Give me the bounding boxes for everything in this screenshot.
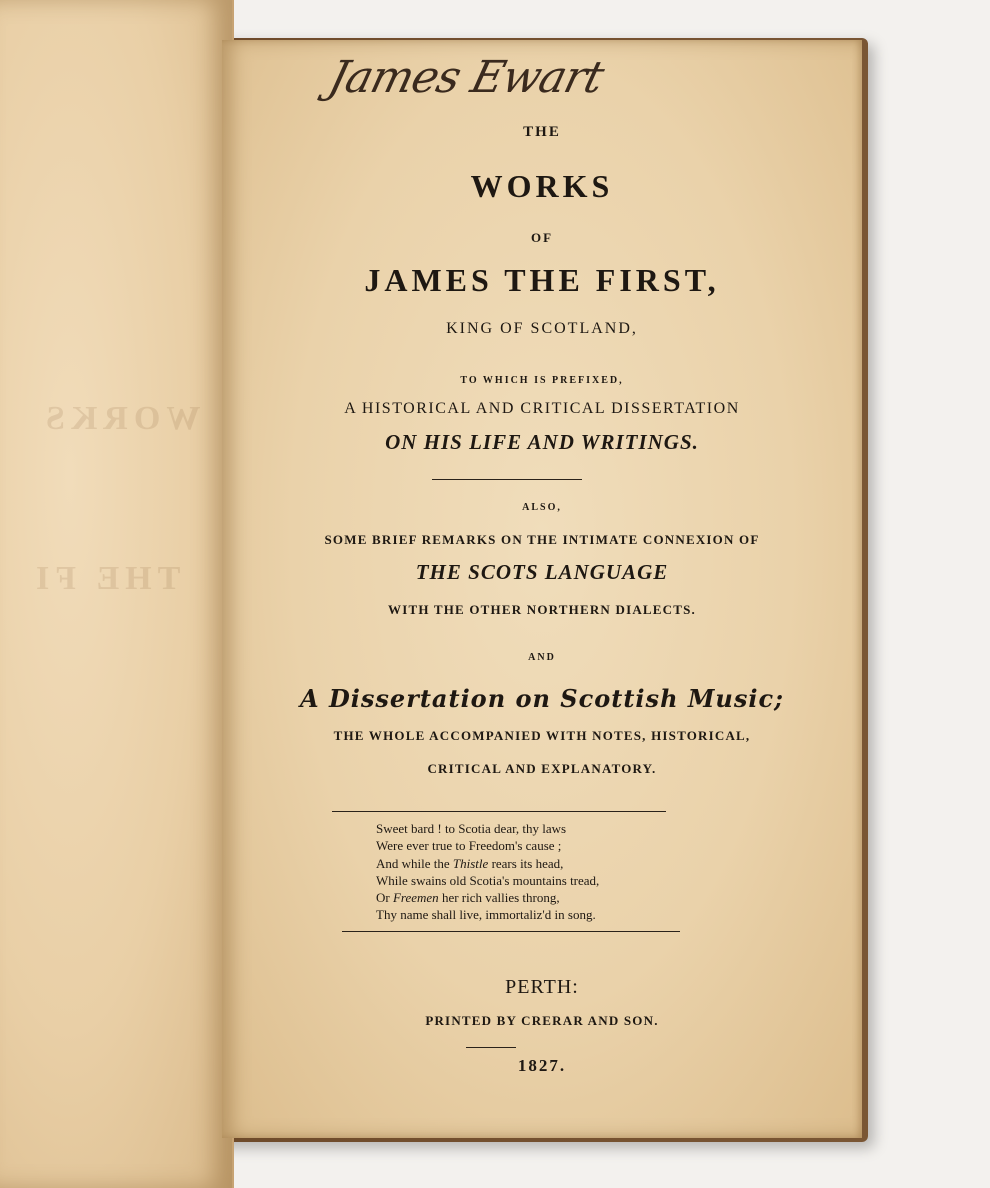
- title-king: KING OF SCOTLAND,: [446, 320, 638, 337]
- poem-line: Or Freemen her rich vallies throng,: [376, 890, 560, 906]
- printer-line: PRINTED BY CRERAR AND SON.: [425, 1013, 659, 1028]
- whole-line: THE WHOLE ACCOMPANIED WITH NOTES, HISTORICAL,: [333, 728, 751, 743]
- and-line: AND: [528, 652, 556, 663]
- poem-bottom-rule: [342, 931, 680, 932]
- prefixed-line: TO WHICH IS PREFIXED,: [460, 375, 624, 386]
- divider-rule: [432, 479, 582, 480]
- scots-language-line: THE SCOTS LANGUAGE: [415, 560, 669, 584]
- bleed-through-text: WORKS: [40, 400, 201, 437]
- title-works: WORKS: [470, 168, 614, 204]
- title-the: THE: [523, 124, 561, 140]
- also-line: ALSO,: [522, 502, 562, 513]
- title-of: OF: [530, 230, 554, 245]
- left-facing-page: [0, 0, 234, 1188]
- poem-top-rule: [332, 811, 666, 812]
- life-writings-line: ON HIS LIFE AND WRITINGS.: [385, 430, 699, 454]
- poem-line: Were ever true to Freedom's cause ;: [376, 838, 562, 854]
- scottish-music-line: A Dissertation on Scottish Music;: [300, 684, 784, 713]
- critical-line: CRITICAL AND EXPLANATORY.: [427, 761, 657, 776]
- remarks-line: SOME BRIEF REMARKS ON THE INTIMATE CONNEXION OF: [324, 532, 760, 547]
- poem-line: Thy name shall live, immortaliz'd in song.: [376, 907, 596, 923]
- title-author: JAMES THE FIRST,: [364, 262, 720, 298]
- dissertation-line: A HISTORICAL AND CRITICAL DISSERTATION: [344, 400, 740, 417]
- poem-line: Sweet bard ! to Scotia dear, thy laws: [376, 821, 567, 836]
- year-rule: [466, 1047, 516, 1048]
- dialects-line: WITH THE OTHER NORTHERN DIALECTS.: [388, 602, 696, 617]
- epigraph-poem: [376, 820, 676, 924]
- place-line: PERTH:: [505, 976, 579, 998]
- year-line: 1827.: [517, 1056, 567, 1075]
- poem-line: And while the Thistle rears its head,: [376, 855, 564, 871]
- handwritten-signature: James Ewart: [323, 52, 609, 103]
- poem-line: While swains old Scotia's mountains tread,: [376, 872, 600, 888]
- bleed-through-text: THE FI: [30, 560, 181, 597]
